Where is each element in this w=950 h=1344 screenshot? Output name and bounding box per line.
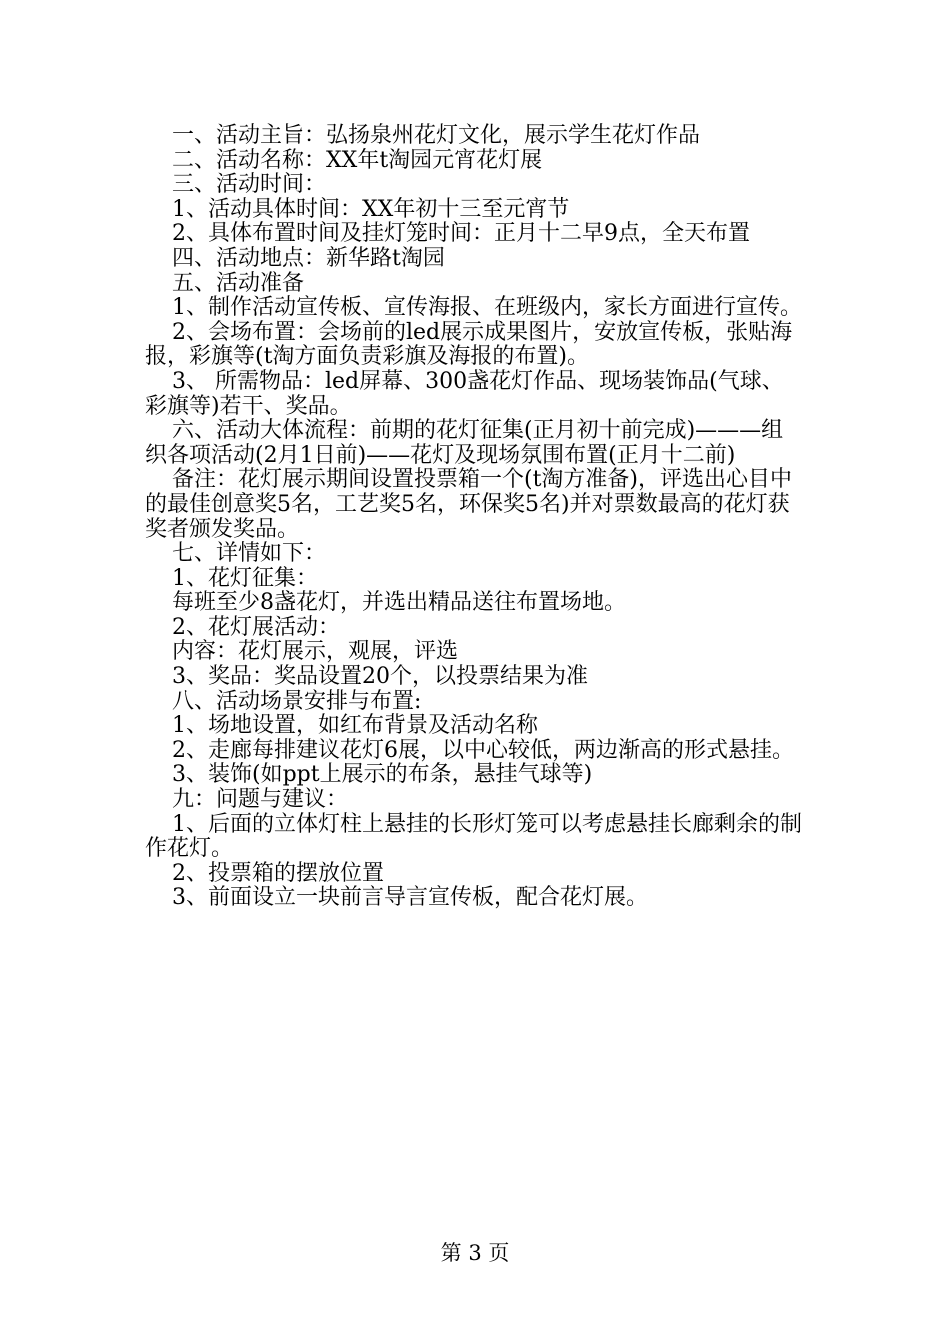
paragraph: 五、活动准备	[172, 270, 305, 296]
paragraph: 1、后面的立体灯柱上悬挂的长形灯笼可以考虑悬挂长廊剩余的制作花灯。	[145, 811, 802, 862]
paragraph: 2、投票箱的摆放位置	[172, 860, 384, 886]
paragraph: 备注：花灯展示期间设置投票箱一个(t淘方准备)，评选出心目中的最佳创意奖5名，工艺奖5名，环保奖5名)并对票数最高的花灯获奖者颁发奖品。	[145, 467, 793, 542]
paragraph: 一、活动主旨：弘扬泉州花灯文化，展示学生花灯作品	[172, 123, 701, 148]
paragraph: 3、 所需物品：led屏幕、300盏花灯作品、现场装饰品(气球、彩旗等)若干、奖品。	[145, 368, 784, 419]
paragraph: 九：问题与建议：	[172, 787, 349, 813]
paragraph: 每班至少8盏花灯，并选出精品送往布置场地。	[172, 590, 626, 616]
paragraph: 2、花灯展活动：	[172, 614, 340, 640]
paragraph: 1、花灯征集：	[172, 565, 318, 591]
paragraph: 内容：花灯展示，观展，评选	[172, 639, 459, 665]
paragraph: 七、详情如下：	[172, 541, 327, 567]
paragraph: 三、活动时间：	[172, 172, 327, 198]
paragraph: 八、活动场景安排与布置:	[172, 688, 422, 714]
paragraph: 3、装饰(如ppt上展示的布条，悬挂气球等)	[172, 762, 593, 788]
paragraph: 四、活动地点：新华路t淘园	[172, 245, 445, 271]
paragraph: 六、活动大体流程：前期的花灯征集(正月初十前完成)———组织各项活动(2月1日前)——花灯及现场氛围布置(正月十二前)	[145, 418, 784, 468]
paragraph: 2、具体布置时间及挂灯笼时间：正月十二早9点，全天布置	[172, 221, 750, 247]
paragraph: 1、制作活动宣传板、宣传海报、在班级内，家长方面进行宣传。	[172, 295, 802, 321]
document-body	[145, 124, 805, 911]
paragraph: 2、会场布置：会场前的led展示成果图片，安放宣传板，张贴海报，彩旗等(t淘方面负责彩旗及海报的布置)。	[145, 319, 793, 370]
paragraph: 二、活动名称：XX年t淘园元宵花灯展	[172, 147, 543, 173]
paragraph: 3、前面设立一块前言导言宣传板，配合花灯展。	[172, 885, 648, 911]
paragraph: 2、走廊每排建议花灯6展，以中心较低，两边渐高的形式悬挂。	[172, 737, 794, 763]
paragraph: 3、奖品：奖品设置20个，以投票结果为准	[172, 664, 588, 690]
paragraph: 1、活动具体时间：XX年初十三至元宵节	[172, 196, 570, 222]
paragraph: 1、场地设置，如红布背景及活动名称	[172, 713, 538, 739]
page-number: 第 3 页	[440, 1241, 510, 1265]
